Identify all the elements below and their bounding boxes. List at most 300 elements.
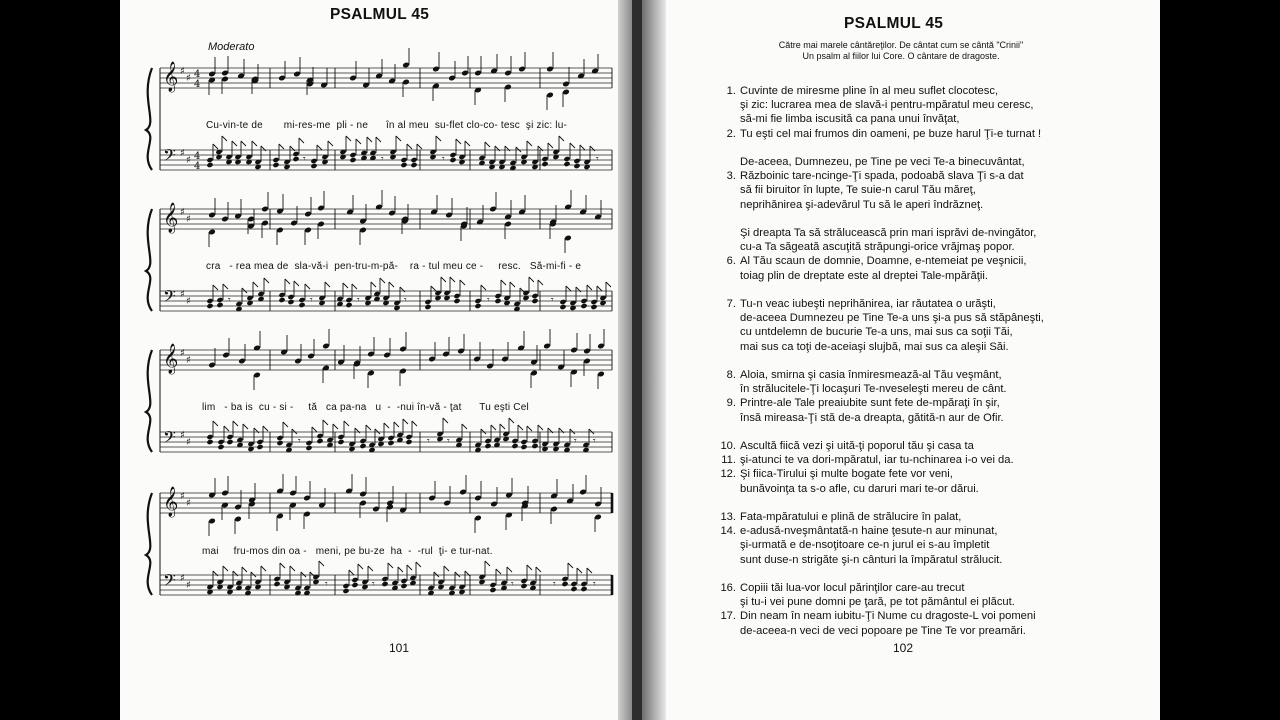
verse-line: [716, 538, 1146, 552]
verse-text: Ascultă fiică vezi şi uită-ţi poporul tău şi casa ta: [740, 440, 974, 452]
note-flag: [481, 429, 486, 434]
note-head: [405, 439, 412, 445]
verse-number: 1.: [726, 85, 736, 97]
verse-number: [716, 183, 740, 197]
lyric-line: cra - rea mea de sla-vă-i pen-tru-m-pă- ra - tul meu ce - resc. Să-mi-fi - e: [206, 261, 582, 272]
note-flag: [597, 286, 602, 291]
verse-number: [716, 538, 740, 552]
note-head: [531, 438, 538, 444]
note-flag: [570, 143, 575, 148]
verse-text: şi-urmată e de-nsoţitoare ce-n jurul ei s-au împletit: [740, 539, 990, 552]
rest: 𝄾: [298, 436, 301, 447]
note-flag: [325, 282, 330, 287]
stanza-gap: [716, 425, 1146, 439]
verse-text: Fata-mpăratului e plină de strălucire în palat,: [740, 511, 962, 523]
lyric-line: lim - ba is cu - si - tă ca pa-na u - -nui în-vă - ţat Tu eşti Cel: [202, 402, 529, 413]
note-head: [520, 583, 527, 589]
note-flag: [465, 141, 470, 146]
note-flag: [407, 144, 412, 149]
note-flag: [443, 418, 448, 423]
note-head: [559, 299, 566, 305]
note-head: [590, 304, 597, 310]
sharp: ♯: [180, 573, 185, 584]
note-head: [342, 588, 349, 594]
verse-text: în strălucitele-Ţi locaşuri Te-nveseleşti mereu de cânt.: [740, 383, 1007, 396]
note-head: [570, 581, 577, 587]
note-flag: [462, 424, 467, 429]
verse-line: [716, 240, 1146, 254]
note-flag: [450, 277, 455, 282]
note-head: [405, 434, 412, 440]
rest: 𝄾: [596, 154, 599, 165]
verse-number: 2.: [726, 127, 736, 140]
verse-list: [716, 84, 1146, 638]
verse-number: 11.: [721, 454, 736, 467]
verse-text: toiag plin de dreptate este al dreptei Tale-mpărăţii.: [740, 269, 988, 282]
tempo-marking: Moderato: [208, 41, 255, 53]
verse-line: [716, 553, 1146, 567]
verse-number: 3.: [726, 170, 736, 183]
note-flag: [285, 279, 290, 284]
note-head: [511, 443, 518, 449]
verse-text: Tu eşti cel mai frumos din oameni, pe buze harul Ţi-e turnat !: [740, 127, 1042, 140]
verse-text: sunt duse-n strigăte şi-n cânturi la împăratul strălucit.: [740, 553, 1003, 566]
rest: 𝄾: [357, 295, 360, 306]
verses-page: [666, 0, 1160, 720]
note-head: [351, 582, 358, 588]
note-head: [424, 304, 431, 310]
note-flag: [317, 145, 322, 150]
note-head: [298, 297, 305, 303]
note-head: [206, 298, 213, 304]
note-head: [206, 157, 213, 163]
note-head: [305, 440, 312, 446]
verse-line: [716, 112, 1146, 126]
note-head: [400, 583, 407, 589]
note-head: [400, 162, 407, 168]
verse-text: să-mi fie limba iscusită ca pana unui învăţat,: [740, 113, 960, 126]
note-head: [216, 297, 223, 303]
note-flag: [280, 563, 285, 568]
note-head: [573, 163, 580, 169]
note-head: [256, 439, 263, 445]
treble-clef: 𝄞: [163, 487, 179, 517]
note-head: [484, 443, 491, 449]
note-head: [563, 156, 570, 162]
note-head: [590, 299, 597, 305]
verse-text: şi zic: lucrarea mea de slavă-i pentru-mpăratul meu ceresc,: [740, 99, 1034, 112]
sharp: ♯: [186, 296, 191, 307]
music-score: [120, 0, 618, 720]
sharp: ♯: [186, 214, 191, 225]
note-head: [580, 581, 587, 587]
note-flag: [233, 421, 238, 426]
time-signature: 4: [194, 69, 201, 80]
verse-text: Printre-ale Tale preaiubite sunt fete de-mpăraţi în şir,: [740, 397, 1000, 410]
note-head: [561, 581, 568, 587]
sharp: ♯: [186, 155, 191, 166]
stanza-gap: [716, 567, 1146, 581]
note-flag: [491, 425, 496, 430]
stanza-gap: [716, 496, 1146, 510]
note-flag: [496, 569, 501, 574]
note-flag: [456, 139, 461, 144]
note-flag: [323, 420, 328, 425]
sharp: ♯: [180, 430, 185, 441]
verse-line: [716, 482, 1146, 496]
note-head: [531, 443, 538, 449]
note-flag: [606, 282, 611, 287]
note-flag: [380, 278, 385, 283]
verse-number: [716, 98, 740, 112]
sheet-music-page: [120, 0, 618, 720]
note-head: [226, 434, 233, 440]
note-head: [276, 440, 283, 446]
verse-number: [716, 382, 740, 396]
note-flag: [407, 565, 412, 570]
note-head: [287, 299, 294, 305]
sharp: ♯: [186, 580, 191, 591]
rest: 𝄾: [593, 436, 596, 447]
treble-clef: 𝄞: [163, 203, 179, 233]
verse-line: [716, 198, 1146, 212]
note-flag: [568, 563, 573, 568]
note-flag: [485, 142, 490, 147]
note-head: [410, 162, 417, 168]
note-flag: [290, 566, 295, 571]
page-title: PSALMUL 45: [844, 15, 944, 32]
note-flag: [501, 280, 506, 285]
note-flag: [253, 282, 258, 287]
note-head: [580, 298, 587, 304]
note-head: [310, 158, 317, 164]
verse-line: [716, 254, 1146, 268]
verse-number: [716, 112, 740, 126]
note-flag: [251, 572, 256, 577]
verse-number: [716, 269, 740, 283]
note-head: [453, 293, 460, 299]
note-flag: [264, 278, 269, 283]
verse-line: [716, 581, 1146, 595]
note-flag: [444, 566, 449, 571]
note-flag: [485, 561, 490, 566]
note-flag: [384, 423, 389, 428]
page-number: 101: [389, 641, 410, 655]
note-flag: [538, 425, 543, 430]
note-head: [531, 298, 538, 304]
note-head: [580, 303, 587, 309]
note-flag: [394, 422, 399, 427]
note-head: [272, 162, 279, 168]
note-flag: [481, 285, 486, 290]
lyric-line: mai fru-mos din oa - meni, pe bu-ze ha - -rul ţi- e tur-nat.: [202, 546, 493, 557]
note-flag: [389, 282, 394, 287]
note-flag: [589, 429, 594, 434]
rest: 𝄾: [325, 579, 328, 590]
note-flag: [222, 136, 227, 141]
subtitle: Un psalm al fiilor lui Core. O cântare de dragoste.: [802, 51, 1000, 61]
note-flag: [299, 138, 304, 143]
lyric-line: Cu-vin-te de mi-res-me pli - ne în al meu su-flet clo-co- tesc şi zic: lu-: [206, 120, 568, 131]
note-flag: [328, 141, 333, 146]
verse-number: [716, 226, 740, 240]
verse-line: [716, 84, 1146, 98]
verse-text: însă mireasa-Ţi stă de-a dreapta, gătită-n aur de Ofir.: [740, 411, 1004, 424]
verse-number: [716, 325, 740, 339]
verse-text: de-aceea-n veci de veci popoare pe Tine Te vor preamări.: [740, 624, 1026, 637]
note-head: [559, 304, 566, 310]
note-flag: [527, 426, 532, 431]
note-head: [217, 444, 224, 450]
note-flag: [366, 425, 371, 430]
sharp: ♯: [180, 207, 185, 218]
sharp: ♯: [180, 66, 185, 77]
verse-line: [716, 595, 1146, 609]
note-flag: [344, 421, 349, 426]
brace: [146, 350, 152, 452]
sharp: ♯: [186, 355, 191, 366]
note-flag: [587, 285, 592, 290]
note-flag: [441, 277, 446, 282]
verse-number: [716, 311, 740, 325]
note-head: [563, 161, 570, 167]
note-flag: [527, 565, 532, 570]
note-head: [310, 163, 317, 169]
verse-text: Şi fiica-Tirului şi multe bogate fete vor veni,: [740, 468, 953, 481]
verse-text: de-aceea Dumnezeu pe Tine Te-a uns şi-a pus să stăpâneşti,: [740, 312, 1044, 325]
bass-clef: 𝄢: [163, 427, 176, 451]
note-head: [316, 433, 323, 439]
page-number: 102: [893, 641, 914, 655]
verse-number: 7.: [726, 298, 736, 310]
rest: 𝄾: [593, 579, 596, 590]
verse-line: [716, 368, 1146, 382]
verse-line: [716, 467, 1146, 481]
treble-clef: 𝄞: [163, 344, 179, 374]
book-gutter: [618, 0, 632, 720]
verse-line: [716, 524, 1146, 538]
verse-number: 12.: [720, 468, 736, 481]
rest: 𝄾: [553, 579, 556, 590]
verse-number: [716, 624, 740, 638]
note-head: [387, 440, 394, 446]
verse-line: [716, 155, 1146, 169]
verse-line: [716, 183, 1146, 197]
note-head: [489, 587, 496, 593]
bass-clef: 𝄢: [163, 570, 176, 594]
note-flag: [587, 568, 592, 573]
verse-text: şi-atunci te va dori-mpăratul, iar tu-nchinarea i-o vei da.: [740, 454, 1014, 467]
verse-line: [716, 226, 1146, 240]
note-head: [342, 583, 349, 589]
note-flag: [455, 572, 460, 577]
note-flag: [507, 567, 512, 572]
verse-number: [716, 155, 740, 169]
verse-text: cu-a Ta săgeată ascuţită străpungi-orice vrăjmaş popor.: [740, 241, 1015, 254]
note-head: [449, 152, 456, 158]
note-flag: [412, 421, 417, 426]
note-head: [226, 439, 233, 445]
sharp: ♯: [180, 491, 185, 502]
verse-line: [716, 340, 1146, 354]
note-flag: [388, 563, 393, 568]
bass-clef: 𝄢: [163, 286, 176, 310]
note-head: [337, 434, 344, 440]
note-flag: [312, 427, 317, 432]
note-head: [206, 434, 213, 440]
verse-text: mai sus ca toţi de-aceiaşi slujbă, mai sus ca aleşii Săi.: [740, 340, 1009, 353]
verse-line: [716, 609, 1146, 623]
verse-line: [716, 98, 1146, 112]
note-flag: [223, 566, 228, 571]
note-flag: [358, 564, 363, 569]
note-head: [489, 582, 496, 588]
note-head: [359, 443, 366, 449]
note-flag: [294, 281, 299, 286]
note-flag: [396, 136, 401, 141]
note-flag: [398, 567, 403, 572]
note-flag: [279, 144, 284, 149]
note-flag: [403, 419, 408, 424]
note-flag: [301, 572, 306, 577]
note-head: [316, 438, 323, 444]
note-head: [292, 151, 299, 157]
note-flag: [305, 284, 310, 289]
note-flag: [252, 141, 257, 146]
time-signature: 4: [194, 79, 201, 90]
verse-text: cu untdelemn de bucurie Te-a uns, mai sus ca soţii Tăi,: [740, 326, 1013, 339]
note-flag: [283, 422, 288, 427]
verse-text: Tu-n veac iubeşti neprihănirea, iar răutatea o urăşti,: [740, 298, 996, 310]
rest: 𝄾: [447, 436, 450, 447]
verse-number: 17.: [720, 610, 736, 623]
note-flag: [548, 143, 553, 148]
rest: 𝄾: [228, 295, 231, 306]
rest: 𝄾: [427, 436, 430, 447]
rest: 𝄾: [404, 295, 407, 306]
note-head: [400, 578, 407, 584]
note-flag: [224, 426, 229, 431]
note-head: [278, 292, 285, 298]
verse-number: 9.: [726, 397, 736, 410]
note-head: [287, 294, 294, 300]
note-head: [345, 297, 352, 303]
rest: 𝄾: [381, 154, 384, 165]
note-head: [206, 439, 213, 445]
verse-text: bunăvoinţa ta s-o afle, cu daruri mari te-or dărui.: [740, 482, 979, 495]
note-flag: [333, 424, 338, 429]
verse-number: [716, 411, 740, 425]
note-head: [541, 156, 548, 162]
note-head: [410, 157, 417, 163]
note-head: [337, 439, 344, 445]
rest: 𝄾: [551, 295, 554, 306]
verse-text: Aloia, smirna şi casia înmiresmează-al Tău veşmânt,: [740, 369, 1002, 381]
note-flag: [343, 283, 348, 288]
note-head: [349, 157, 356, 163]
verse-text: Al Tău scaun de domnie, Doamne, e-ntemeiat pe veşnicii,: [740, 255, 1027, 268]
brace: [146, 493, 152, 595]
note-head: [217, 439, 224, 445]
note-head: [298, 302, 305, 308]
note-flag: [559, 136, 564, 141]
note-flag: [242, 567, 247, 572]
sharp: ♯: [186, 73, 191, 84]
note-flag: [580, 145, 585, 150]
note-head: [573, 158, 580, 164]
note-head: [273, 576, 280, 582]
verse-text: şi tu-i vei pune domni pe ţară, pe tot pământul ei plăcut.: [740, 596, 1015, 609]
verse-text: Cuvinte de miresme pline în al meu suflet clocotesc,: [740, 85, 999, 97]
note-flag: [375, 429, 380, 434]
note-head: [580, 586, 587, 592]
verse-number: 10.: [720, 440, 736, 452]
note-head: [494, 293, 501, 299]
verse-number: [716, 595, 740, 609]
note-flag: [371, 282, 376, 287]
note-flag: [538, 280, 543, 285]
note-flag: [529, 277, 534, 282]
note-flag: [319, 561, 324, 566]
note-head: [484, 438, 491, 444]
verse-text: Copiii tăi lua-vor locul părinţilor care-au trecut: [740, 582, 965, 594]
verse-line: [716, 439, 1146, 453]
verse-text: De-aceea, Dumnezeu, pe Tine pe veci Te-a binecuvântat,: [740, 156, 1025, 168]
verse-text: neprihănirea şi-adevărul Tu să le aperi îndrăzneţ.: [740, 198, 984, 211]
verse-line: [716, 396, 1146, 410]
note-flag: [242, 288, 247, 293]
stanza-gap: [716, 212, 1146, 226]
note-head: [206, 303, 213, 309]
note-flag: [436, 136, 441, 141]
note-head: [381, 576, 388, 582]
note-flag: [518, 425, 523, 430]
note-flag: [261, 566, 266, 571]
note-head: [345, 302, 352, 308]
note-flag: [416, 562, 421, 567]
rest: 𝄾: [574, 436, 577, 447]
note-head: [216, 302, 223, 308]
note-flag: [213, 421, 218, 426]
note-flag: [292, 429, 297, 434]
note-flag: [213, 144, 218, 149]
note-flag: [516, 147, 521, 152]
note-head: [520, 444, 527, 450]
note-head: [541, 161, 548, 167]
stanza-gap: [716, 141, 1146, 155]
note-head: [349, 152, 356, 158]
note-flag: [570, 429, 575, 434]
sharp: ♯: [180, 348, 185, 359]
rest: 𝄾: [303, 154, 306, 165]
rest: 𝄾: [310, 295, 313, 306]
note-flag: [500, 424, 505, 429]
note-flag: [349, 570, 354, 575]
note-flag: [356, 139, 361, 144]
note-head: [278, 297, 285, 303]
verse-line: [716, 297, 1146, 311]
verse-number: 16.: [720, 582, 736, 594]
note-flag: [263, 426, 268, 431]
verse-line: [716, 510, 1146, 524]
verse-line: [716, 624, 1146, 638]
note-flag: [368, 566, 373, 571]
note-head: [206, 162, 213, 168]
subtitle: Către mai marele cântăreţilor. De cântat cum se cântă "Crinii": [778, 40, 1024, 50]
verse-line: [716, 127, 1146, 141]
rest: 𝄾: [511, 579, 514, 590]
note-head: [256, 444, 263, 450]
